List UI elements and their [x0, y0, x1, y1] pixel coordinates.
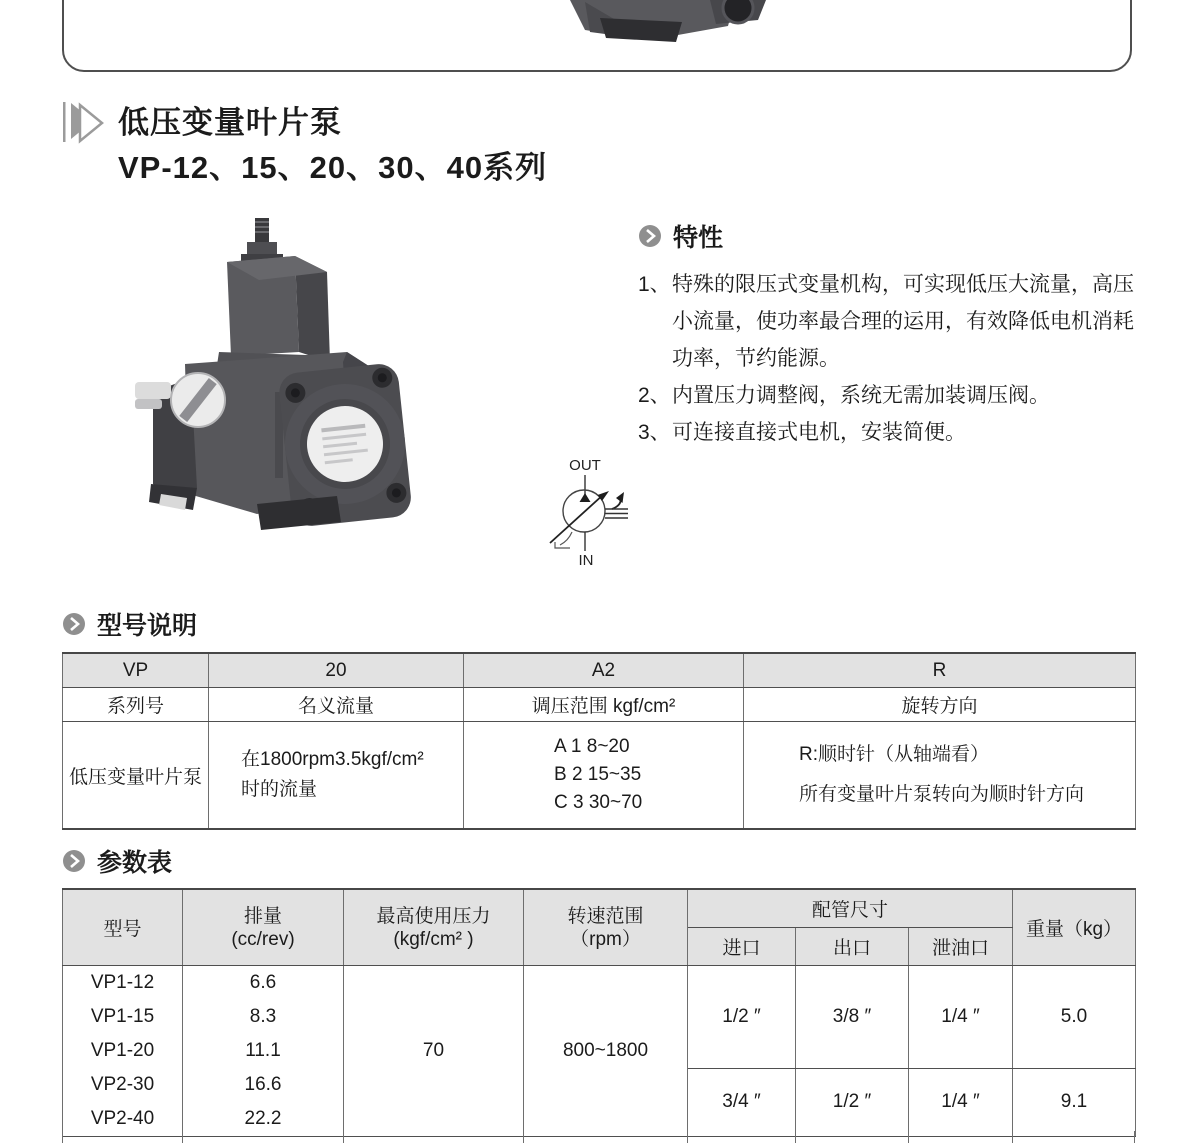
outlet-cell-group2: 1/2 ″ — [796, 1068, 909, 1137]
header-piping: 配管尺寸 — [688, 889, 1013, 928]
feature-text: 可连接直接式电机，安装简便。 — [672, 421, 966, 444]
header-line: (cc/rev) — [231, 928, 295, 950]
label-cell-flow: 名义流量 — [209, 688, 464, 722]
weight-cell-group2: 9.1 — [1013, 1068, 1136, 1137]
outlet-cell-group1: 3/8 ″ — [796, 966, 909, 1069]
drain-cell-group2: 1/4 ″ — [909, 1068, 1013, 1137]
inlet-cell-group2: 3/4 ″ — [688, 1068, 796, 1137]
param-section-title: 参数表 — [97, 849, 173, 877]
model-cell-group2 — [63, 1068, 183, 1137]
model-value: VP1-20 — [90, 1040, 155, 1061]
model-section-heading — [62, 606, 197, 642]
model-label-row — [63, 688, 1136, 722]
header-line: 转速范围 — [567, 905, 644, 927]
code-cell-vp: VP — [63, 653, 209, 688]
feature-item — [638, 266, 1198, 377]
label-cell-rotation: 旋转方向 — [744, 688, 1136, 722]
rotation-cell — [744, 722, 1136, 830]
model-cell-group1 — [63, 966, 183, 1069]
header-max-pressure — [344, 889, 524, 966]
model-value: VP2-30 — [90, 1074, 155, 1095]
displacement-value: 8.3 — [249, 1006, 277, 1027]
pressure-option: A 1 8~20 — [554, 736, 630, 757]
displacement-value: 11.1 — [245, 1040, 281, 1061]
header-line: (kgf/cm² ) — [393, 928, 474, 950]
model-code-row — [63, 653, 1136, 688]
symbol-out-label: OUT — [569, 457, 601, 474]
table-column-line — [908, 1131, 909, 1143]
page-title-line2: VP-12、15、20、30、40系列 — [118, 150, 548, 185]
product-photo — [135, 202, 457, 534]
table-column-line — [1134, 1131, 1135, 1143]
header-line: 最高使用压力 — [376, 905, 491, 927]
page-title-block — [62, 100, 547, 190]
rotation-line: R:顺时针（从轴端看） — [799, 744, 990, 765]
model-value: VP2-40 — [90, 1108, 155, 1129]
code-cell-rotation: R — [744, 653, 1136, 688]
series-name-cell: 低压变量叶片泵 — [63, 722, 209, 830]
param-header-row-1 — [63, 889, 1136, 928]
feature-text: 小流量，使功率最合理的运用，有效降低电机消耗 — [672, 310, 1134, 333]
label-cell-series: 系列号 — [63, 688, 209, 722]
header-speed — [524, 889, 688, 966]
table-column-line — [1012, 1131, 1013, 1143]
model-body-row — [63, 722, 1136, 830]
top-product-box — [62, 0, 1132, 72]
table-column-line — [62, 1131, 63, 1143]
code-cell-pressure: A2 — [464, 653, 744, 688]
weight-cell-group1: 5.0 — [1013, 966, 1136, 1069]
displacement-cell-group2 — [183, 1068, 344, 1137]
header-line: 排量 — [243, 905, 282, 927]
table-column-line — [343, 1131, 344, 1143]
feature-text: 功率，节约能源。 — [672, 347, 840, 370]
param-section-heading — [62, 843, 172, 879]
feature-item — [638, 414, 1198, 451]
model-value: VP1-12 — [90, 972, 155, 993]
model-value: VP1-15 — [90, 1006, 155, 1027]
section-bullet-icon — [62, 612, 86, 636]
model-section-title: 型号说明 — [97, 612, 198, 640]
page-title-line1: 低压变量叶片泵 — [118, 105, 342, 140]
symbol-in-label: IN — [578, 552, 594, 569]
displacement-cell-group1 — [183, 966, 344, 1069]
pressure-options-cell — [464, 722, 744, 830]
drain-cell-group1: 1/4 ″ — [909, 966, 1013, 1069]
header-weight: 重量（kg） — [1013, 889, 1136, 966]
flow-line: 在1800rpm3.5kgf/cm² — [241, 749, 424, 770]
pressure-option: C 3 30~70 — [554, 792, 643, 813]
table-column-line — [795, 1131, 796, 1143]
table-column-line — [182, 1131, 183, 1143]
feature-number: 1、 — [638, 273, 671, 296]
code-cell-flow: 20 — [209, 653, 464, 688]
header-model: 型号 — [63, 889, 183, 966]
hydraulic-symbol — [545, 452, 635, 570]
model-explanation-table — [62, 652, 1136, 830]
title-arrow-icon — [62, 100, 108, 144]
features-heading: 特性 — [673, 224, 724, 252]
table-column-line — [687, 1131, 688, 1143]
section-bullet-icon — [638, 224, 662, 248]
displacement-value: 16.6 — [244, 1074, 282, 1095]
feature-text: 特殊的限压式变量机构，可实现低压大流量，高压 — [672, 273, 1134, 296]
feature-item — [638, 377, 1198, 414]
speed-range-cell: 800~1800 — [524, 966, 688, 1137]
header-drain: 泄油口 — [909, 928, 1013, 966]
header-displacement — [183, 889, 344, 966]
header-line: （rpm） — [570, 928, 641, 950]
table-column-line — [523, 1131, 524, 1143]
displacement-value: 6.6 — [249, 972, 277, 993]
section-bullet-icon — [62, 849, 86, 873]
parameter-table — [62, 888, 1136, 1137]
inlet-cell-group1: 1/2 ″ — [688, 966, 796, 1069]
feature-number: 3、 — [638, 421, 671, 444]
flow-line: 时的流量 — [241, 779, 318, 800]
label-cell-pressure: 调压范围 kgf/cm² — [464, 688, 744, 722]
flow-cell — [209, 722, 464, 830]
header-inlet: 进口 — [688, 928, 796, 966]
feature-number: 2、 — [638, 384, 671, 407]
max-pressure-cell: 70 — [344, 966, 524, 1137]
pump-photo-fragment — [530, 0, 780, 46]
features-section — [638, 218, 1198, 451]
header-outlet: 出口 — [796, 928, 909, 966]
param-body-group-1 — [63, 966, 1136, 1069]
feature-text: 内置压力调整阀，系统无需加装调压阀。 — [672, 384, 1050, 407]
feature-list — [638, 266, 1198, 451]
pressure-option: B 2 15~35 — [554, 764, 642, 785]
displacement-value: 22.2 — [244, 1108, 282, 1129]
rotation-line: 所有变量叶片泵转向为顺时针方向 — [799, 784, 1085, 805]
